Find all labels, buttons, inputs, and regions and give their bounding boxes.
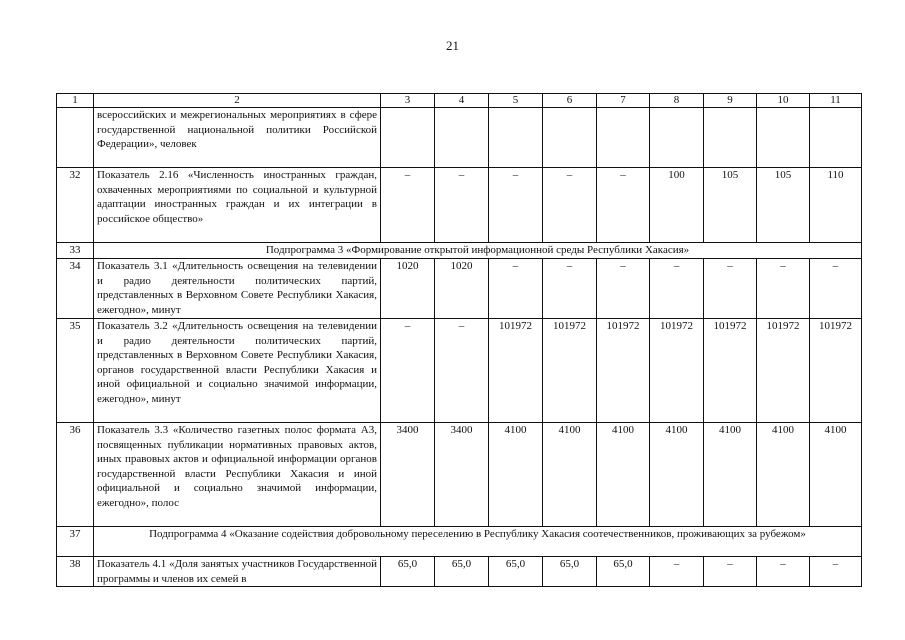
value-cell: – — [381, 319, 435, 423]
row-number-cell: 37 — [57, 527, 94, 557]
value-cell: – — [810, 259, 862, 319]
value-cell — [543, 108, 597, 168]
subprogram-title: Подпрограмма 4 «Оказание содействия добровольному переселению в Республику Хакасия соотечественников, проживающих за рубежом» — [94, 527, 862, 557]
indicator-description: Показатель 3.2 «Длительность освещения на телевидении и радио деятельности политических партий, представленных в Верховном Совете Республики Хакасия, органов государственной власти Республики Хакасия и иной официальной и социально значимой информации, ежегодно», минут — [94, 319, 381, 423]
value-cell: 100 — [650, 168, 704, 243]
column-header: 10 — [757, 94, 810, 108]
row-number-cell: 36 — [57, 423, 94, 527]
value-cell: 101972 — [704, 319, 757, 423]
column-header: 11 — [810, 94, 862, 108]
value-cell: 110 — [810, 168, 862, 243]
value-cell: 4100 — [704, 423, 757, 527]
value-cell: 1020 — [435, 259, 489, 319]
value-cell: 4100 — [543, 423, 597, 527]
row-number-cell: 34 — [57, 259, 94, 319]
value-cell: 105 — [704, 168, 757, 243]
table-row — [57, 168, 862, 243]
value-cell: – — [489, 168, 543, 243]
value-cell: – — [543, 168, 597, 243]
indicator-description: Показатель 4.1 «Доля занятых участников Государственной программы и членов их семей в — [94, 557, 381, 587]
column-header: 7 — [597, 94, 650, 108]
indicators-table — [56, 93, 862, 587]
subprogram-title: Подпрограмма 3 «Формирование открытой информационной среды Республики Хакасия» — [94, 243, 862, 259]
value-cell: 4100 — [489, 423, 543, 527]
value-cell: – — [810, 557, 862, 587]
value-cell: 1020 — [381, 259, 435, 319]
row-number-cell: 38 — [57, 557, 94, 587]
value-cell — [435, 108, 489, 168]
table-row — [57, 259, 862, 319]
value-cell: 4100 — [650, 423, 704, 527]
value-cell: – — [597, 259, 650, 319]
column-header: 1 — [57, 94, 94, 108]
value-cell: 65,0 — [543, 557, 597, 587]
column-header: 2 — [94, 94, 381, 108]
value-cell: 101972 — [597, 319, 650, 423]
value-cell: 65,0 — [435, 557, 489, 587]
row-number-cell: 33 — [57, 243, 94, 259]
value-cell: – — [757, 557, 810, 587]
indicator-description: всероссийских и межрегиональных мероприятиях в сфере государственной национальной политики Российской Федерации», человек — [94, 108, 381, 168]
page-number: 21 — [446, 38, 459, 53]
column-header: 3 — [381, 94, 435, 108]
column-header: 9 — [704, 94, 757, 108]
value-cell: – — [489, 259, 543, 319]
table-row — [57, 423, 862, 527]
value-cell: 65,0 — [597, 557, 650, 587]
value-cell — [597, 108, 650, 168]
value-cell: – — [435, 319, 489, 423]
column-header: 5 — [489, 94, 543, 108]
value-cell: 4100 — [597, 423, 650, 527]
value-cell: – — [597, 168, 650, 243]
value-cell: 4100 — [810, 423, 862, 527]
value-cell — [489, 108, 543, 168]
table-row-continuation — [57, 108, 862, 168]
value-cell — [810, 108, 862, 168]
value-cell: 4100 — [757, 423, 810, 527]
indicator-description: Показатель 2.16 «Численность иностранных граждан, охваченных мероприятиями по социальной и культурной адаптации иностранных граждан и их интеграции в российское общество» — [94, 168, 381, 243]
column-header: 8 — [650, 94, 704, 108]
value-cell: 3400 — [381, 423, 435, 527]
table-row-section — [57, 243, 862, 259]
column-header: 6 — [543, 94, 597, 108]
table-header-row — [57, 94, 862, 108]
value-cell: 101972 — [650, 319, 704, 423]
value-cell: 105 — [757, 168, 810, 243]
value-cell: – — [757, 259, 810, 319]
value-cell: 101972 — [757, 319, 810, 423]
value-cell: 65,0 — [489, 557, 543, 587]
value-cell: – — [650, 259, 704, 319]
value-cell: 101972 — [810, 319, 862, 423]
value-cell: 101972 — [489, 319, 543, 423]
table-row-section — [57, 527, 862, 557]
value-cell: – — [543, 259, 597, 319]
row-number-cell: 32 — [57, 168, 94, 243]
value-cell: 3400 — [435, 423, 489, 527]
value-cell — [757, 108, 810, 168]
row-number-cell: 35 — [57, 319, 94, 423]
value-cell: – — [435, 168, 489, 243]
value-cell: – — [704, 557, 757, 587]
indicator-description: Показатель 3.3 «Количество газетных полос формата А3, посвященных публикации нормативных правовых актов, иных правовых актов и официальной информации органов государственной власти Республики Хакасия и иной официальной и социально значимой информации, ежегодно», полос — [94, 423, 381, 527]
value-cell: – — [650, 557, 704, 587]
value-cell: 65,0 — [381, 557, 435, 587]
value-cell — [704, 108, 757, 168]
value-cell: – — [381, 168, 435, 243]
column-header: 4 — [435, 94, 489, 108]
indicator-description: Показатель 3.1 «Длительность освещения на телевидении и радио деятельности политических партий, представленных в Верховном Совете Республики Хакасия, ежегодно», минут — [94, 259, 381, 319]
row-number-cell — [57, 108, 94, 168]
table-row — [57, 557, 862, 587]
value-cell: – — [704, 259, 757, 319]
value-cell — [650, 108, 704, 168]
value-cell: 101972 — [543, 319, 597, 423]
table-row — [57, 319, 862, 423]
value-cell — [381, 108, 435, 168]
